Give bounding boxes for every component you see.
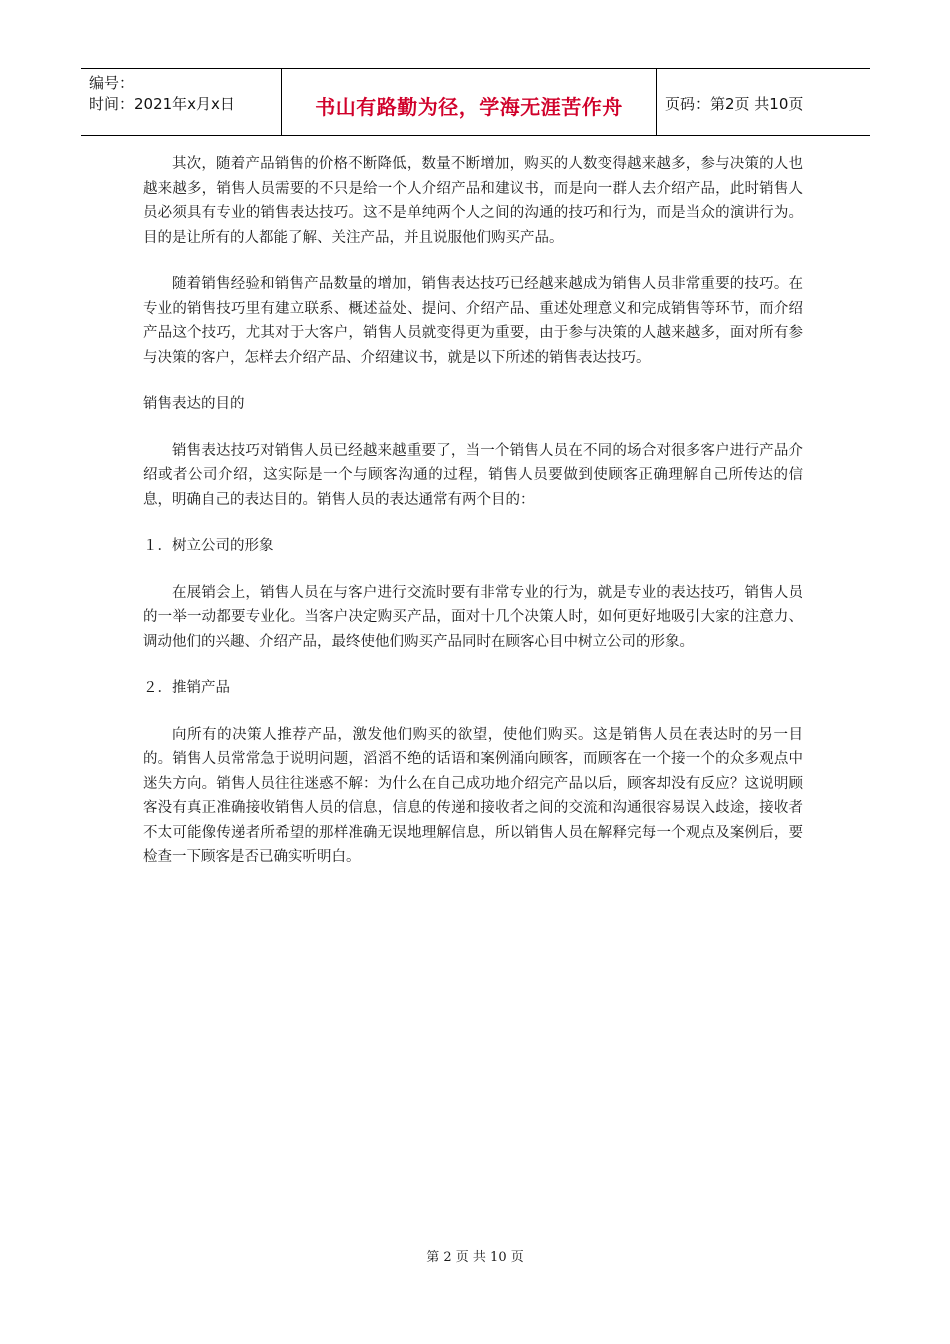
paragraph-2: 随着销售经验和销售产品数量的增加，销售表达技巧已经越来越成为销售人员非常重要的技巧。在专业的销售技巧里有建立联系、概述益处、提问、介绍产品、重述处理意义和完成销售等环节，而介绍产品这个技巧，尤其对于大客户，销售人员就变得更为重要，由于参与决策的人越来越多，面对所有参与决策的客户，怎样去介绍产品、介绍建议书，就是以下所述的销售表达技巧。 <box>143 276 803 366</box>
document-number-label: 编号： <box>89 74 135 92</box>
subheading-promote-product: ２．推销产品 <box>143 680 230 696</box>
paragraph-1: 其次，随着产品销售的价格不断降低，数量不断增加，购买的人数变得越来越多，参与决策的人也越来越多，销售人员需要的不只是给一个人介绍产品和建议书，而是向一群人去介绍产品，此时销售人员必须具有专业的销售表达技巧。这不是单纯两个人之间的沟通的技巧和行为，而是当众的演讲行为。目的是让所有的人都能了解、关注产品，并且说服他们购买产品。 <box>143 156 803 246</box>
document-date-label: 时间：2021年x月x日 <box>89 95 235 113</box>
page-footer: 第 2 页 共 10 页 <box>426 1250 524 1265</box>
document-body <box>143 152 803 892</box>
header-motto: 书山有路勤为径，学海无涯苦作舟 <box>282 69 657 135</box>
header-meta-cell <box>81 69 282 135</box>
section-heading-purpose: 销售表达的目的 <box>143 396 245 412</box>
header-page-info: 页码：第2页 共10页 <box>665 94 804 113</box>
header-table <box>81 68 870 136</box>
paragraph-5: 向所有的决策人推荐产品，激发他们购买的欲望，使他们购买。这是销售人员在表达时的另一目的。销售人员常常急于说明问题，滔滔不绝的话语和案例涌向顾客，而顾客在一个接一个的众多观点中迷失方向。销售人员往往迷惑不解：为什么在自己成功地介绍完产品以后，顾客却没有反应？这说明顾客没有真正准确接收销售人员的信息，信息的传递和接收者之间的交流和沟通很容易误入歧途，接收者不太可能像传递者所希望的那样准确无误地理解信息，所以销售人员在解释完每一个观点及案例后，要检查一下顾客是否已确实听明白。 <box>143 726 803 865</box>
paragraph-3: 销售表达技巧对销售人员已经越来越重要了，当一个销售人员在不同的场合对很多客户进行产品介绍或者公司介绍，这实际是一个与顾客沟通的过程，销售人员要做到使顾客正确理解自己所传达的信息，明确自己的表达目的。销售人员的表达通常有两个目的： <box>143 442 803 508</box>
subheading-company-image: １．树立公司的形象 <box>143 538 274 554</box>
paragraph-4: 在展销会上，销售人员在与客户进行交流时要有非常专业的行为，就是专业的表达技巧，销售人员的一举一动都要专业化。当客户决定购买产品，面对十几个决策人时，如何更好地吸引大家的注意力、调动他们的兴趣、介绍产品，最终使他们购买产品同时在顾客心目中树立公司的形象。 <box>143 584 803 650</box>
